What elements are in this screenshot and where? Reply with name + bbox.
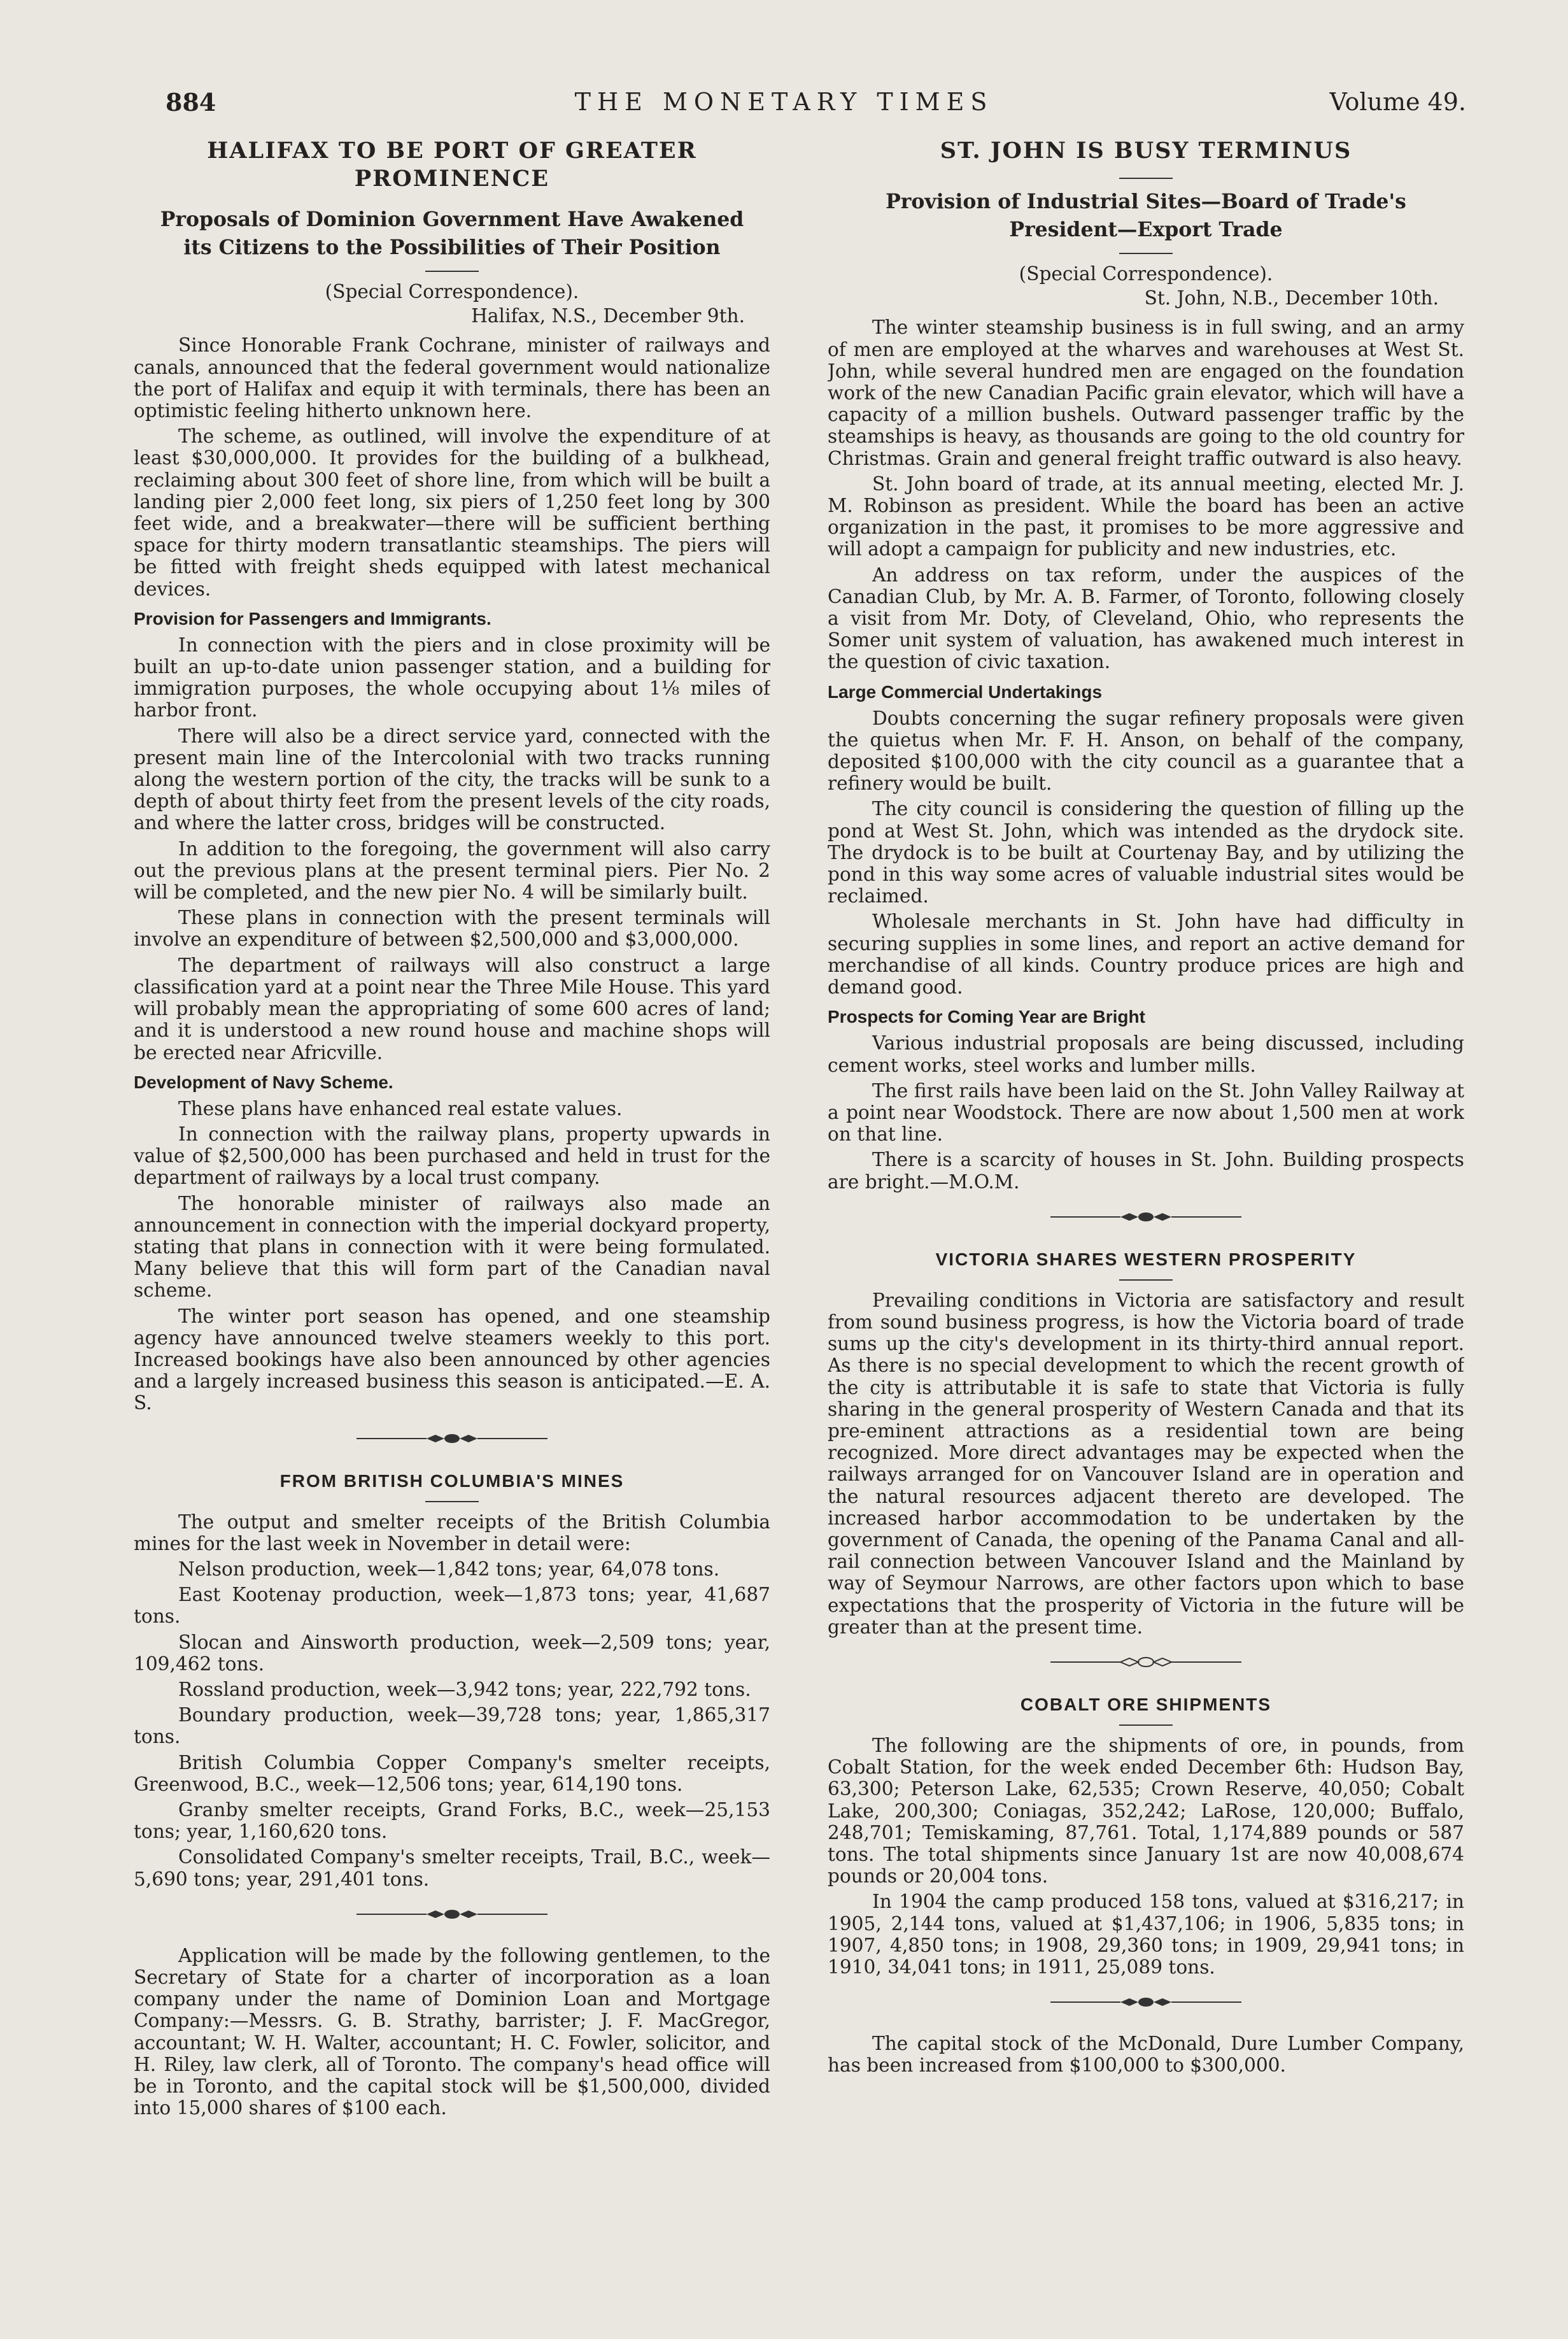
halifax-dateline: Halifax, N.S., December 9th. [471, 305, 745, 327]
halifax-paragraph: In addition to the foregoing, the government will also carry out the previous plans at the present terminal piers. Pier No. 2 will be completed, and the new pier No. 4 will be similarly built. [134, 837, 770, 904]
st-john-deck: Provision of Industrial Sites—Board of Trade's President—Export Trade [886, 190, 1406, 241]
bc-mines-headline: FROM BRITISH COLUMBIA'S MINES [279, 1470, 625, 1491]
bc-mines-article [134, 1469, 770, 1890]
st-john-headline: ST. JOHN IS BUSY TERMINUS [940, 138, 1352, 164]
ornament-divider [357, 1431, 547, 1446]
bc-mines-item: East Kootenay production, week—1,873 tons; year, 41,687 tons. [134, 1584, 770, 1628]
short-rule [1119, 178, 1173, 179]
bc-mines-item: Consolidated Company's smelter receipts, Trail, B.C., week—5,690 tons; year, 291,401 tons. [134, 1846, 770, 1890]
bc-mines-intro: The output and smelter receipts of the British Columbia mines for the last week in November in detail were: [134, 1511, 770, 1554]
volume-label: Volume 49. [1329, 88, 1466, 116]
halifax-paragraph: The honorable minister of railways also made an announcement in connection with the imperial dockyard property, stating that plans in connection with it were being formulated. Many believe that this will form part of the Canadian naval scheme. [134, 1192, 770, 1302]
short-rule [1119, 1279, 1173, 1281]
ornament-divider [1050, 1209, 1241, 1225]
publication-title: THE MONETARY TIMES [574, 88, 994, 116]
ornament-divider [1050, 1994, 1241, 2010]
st-john-paragraph: Various industrial proposals are being discussed, including cement works, steel works and lumber mills. [828, 1032, 1464, 1076]
halifax-paragraph: The winter port season has opened, and one steamship agency have announced twelve steamers weekly to this port. Increased bookings have also been announced by other agencies and a largely increased business this season is anticipated.—E. A. S. [134, 1305, 770, 1414]
bc-mines-item: British Columbia Copper Company's smelter receipts, Greenwood, B.C., week—12,506 tons; year, 614,190 tons. [134, 1751, 770, 1795]
bc-mines-item: Boundary production, week—39,728 tons; year, 1,865,317 tons. [134, 1704, 770, 1748]
halifax-paragraph: The department of railways will also construct a large classification yard at a point near the Three Mile House. This yard will probably mean the appropriating of some 600 acres of land; and it is understood a new round house and machine shops will be erected near Africville. [134, 954, 770, 1063]
cobalt-paragraph: In 1904 the camp produced 158 tons, valued at $316,217; in 1905, 2,144 tons, valued at $1,437,106; in 1906, 5,835 tons; in 1907, 4,850 tons; in 1908, 29,360 tons; in 1909, 29,941 tons; in 1910, 34,041 tons; in 1911, 25,089 tons. [828, 1891, 1464, 1978]
right-column [828, 137, 1464, 2301]
running-head [0, 88, 1568, 126]
st-john-dateline: St. John, N.B., December 10th. [1144, 287, 1439, 309]
loan-company-notice: Application will be made by the following gentlemen, to the Secretary of State for a charter of incorporation as a loan company under the name of Dominion Loan and Mortgage Company:—Messrs. G. B. Strathy, barrister; J. F. MacGregor, accountant; W. H. Walter, accountant; H. C. Fowler, solicitor, and H. Riley, law clerk, all of Toronto. The company's head office will be in Toronto, and the capital stock will be $1,500,000, divided into 15,000 shares of $100 each. [134, 1944, 770, 2119]
cobalt-headline: COBALT ORE SHIPMENTS [1020, 1694, 1272, 1714]
st-john-article [828, 137, 1464, 1193]
halifax-deck: Proposals of Dominion Government Have Awakened its Citizens to the Possibilities of Their Position [160, 208, 744, 259]
halifax-paragraph: Since Honorable Frank Cochrane, minister of railways and canals, announced that the federal government would nationalize the port of Halifax and equip it with terminals, there has been an optimistic feeling hitherto unknown here. [134, 334, 770, 422]
short-rule [425, 271, 479, 272]
bc-mines-item: Granby smelter receipts, Grand Forks, B.C., week—25,153 tons; year, 1,160,620 tons. [134, 1798, 770, 1843]
st-john-paragraph: The city council is considering the question of filling up the pond at West St. John, which was intended as the drydock site. The drydock is to be built at Courtenay Bay, and by utilizing the pond in this way some acres of valuable industrial sites would be reclaimed. [828, 798, 1464, 907]
mcdonald-notice: The capital stock of the McDonald, Dure Lumber Company, has been increased from $100,000 to $300,000. [828, 2033, 1464, 2077]
short-rule [425, 1501, 479, 1502]
victoria-article [828, 1248, 1464, 1638]
halifax-paragraph: In connection with the piers and in close proximity will be built an up-to-date union passenger station, and a building for immigration purposes, the whole occupying about 1⅛ miles of harbor front. [134, 634, 770, 722]
ornament-divider [357, 1907, 547, 1922]
halifax-correspondence: (Special Correspondence). [325, 281, 579, 302]
halifax-headline: HALIFAX TO BE PORT OF GREATER PROMINENCE [207, 138, 697, 192]
left-column [134, 137, 770, 2301]
st-john-paragraph: An address on tax reform, under the auspices of the Canadian Club, by Mr. A. B. Farmer, of Toronto, following closely a visit from Mr. Doty, of Cleveland, Ohio, who represents the Somer unit system of valuation, has awakened much interest in the question of civic taxation. [828, 564, 1464, 673]
bc-mines-item: Rossland production, week—3,942 tons; year, 222,792 tons. [178, 1678, 751, 1700]
victoria-headline: VICTORIA SHARES WESTERN PROSPERITY [935, 1249, 1357, 1269]
halifax-subhead: Provision for Passengers and Immigrants. [134, 608, 491, 629]
halifax-paragraph: There will also be a direct service yard, connected with the present main line of the Intercolonial with two tracks running along the western portion of the city, the tracks will be sunk to a depth of about thirty feet from the present levels of the city roads, and where the latter cross, bridges will be constructed. [134, 725, 770, 834]
st-john-subhead: Prospects for Coming Year are Bright [828, 1007, 1145, 1027]
st-john-paragraph: There is a scarcity of houses in St. John. Building prospects are bright.—M.O.M. [828, 1149, 1464, 1193]
bc-mines-item: Slocan and Ainsworth production, week—2,509 tons; year, 109,462 tons. [134, 1631, 770, 1675]
halifax-paragraph: These plans have enhanced real estate values. [178, 1097, 623, 1120]
cobalt-paragraph: The following are the shipments of ore, in pounds, from Cobalt Station, for the week ended December 6th: Hudson Bay, 63,300; Peterson Lake, 62,535; Crown Reserve, 40,050; Cobalt Lake, 200,300; Coniagas, 352,242; LaRose, 120,000; Buffalo, 248,701; Temiskaming, 87,761. Total, 1,174,889 pounds or 587 tons. The total shipments since January 1st are now 40,008,674 pounds or 20,004 tons. [828, 1734, 1464, 1888]
st-john-paragraph: St. John board of trade, at its annual meeting, elected Mr. J. M. Robinson as president. While the board has been an active organization in the past, it promises to be more aggressive and will adopt a campaign for publicity and new industries, etc. [828, 473, 1464, 560]
halifax-article [134, 137, 770, 1414]
st-john-paragraph: Wholesale merchants in St. John have had difficulty in securing supplies in some lines, and report an active demand for merchandise of all kinds. Country produce prices are high and demand good. [828, 911, 1464, 999]
halifax-paragraph: These plans in connection with the present terminals will involve an expenditure of between $2,500,000 and $3,000,000. [134, 907, 770, 951]
st-john-correspondence: (Special Correspondence). [1019, 263, 1273, 285]
ornament-divider [1050, 1654, 1241, 1670]
halifax-paragraph: The scheme, as outlined, will involve the expenditure of at least $30,000,000. It provides for the building of a bulkhead, reclaiming about 300 feet of shore line, from which will be built a landing pier 2,000 feet long, six piers of 1,250 feet long by 300 feet wide, and a breakwater—there will be sufficient berthing space for thirty modern transatlantic steamships. The piers will be fitted with freight sheds equipped with latest mechanical devices. [134, 425, 770, 600]
st-john-subhead: Large Commercial Undertakings [828, 681, 1103, 702]
cobalt-article [828, 1693, 1464, 1978]
short-rule [1119, 1724, 1173, 1726]
bc-mines-item: Nelson production, week—1,842 tons; year, 64,078 tons. [178, 1558, 720, 1580]
st-john-paragraph: Doubts concerning the sugar refinery proposals were given the quietus when Mr. F. H. Anson, on behalf of the company, deposited $100,000 with the city council as a guarantee that a refinery would be built. [828, 707, 1464, 795]
victoria-paragraph: Prevailing conditions in Victoria are satisfactory and result from sound business progress, is how the Victoria board of trade sums up the city's development in its thirty-third annual report. As there is no special development to which the recent growth of the city is attributable it is safe to state that Victoria is fully sharing in the general prosperity of Western Canada and that its pre-eminent attractions as a residential town are being recognized. More direct advantages may be expected when the railways arranged for on Vancouver Island are in operation and the natural resources adjacent thereto are developed. The increased harbor accommodation to be undertaken by the government of Canada, the opening of the Panama Canal and all-rail connection between Vancouver Island and the Mainland by way of Seymour Narrows, are other factors upon which to base expectations that the prosperity of Victoria in the future will be greater than at the present time. [828, 1289, 1464, 1638]
st-john-paragraph: The winter steamship business is in full swing, and an army of men are employed at the wharves and warehouses at West St. John, while several hundred men are engaged on the foundation work of the new Canadian Pacific grain elevator, which will have a capacity of a million bushels. Outward passenger traffic by the steamships is heavy, as thousands are going to the old country for Christmas. Grain and general freight traffic outward is also heavy. [828, 316, 1464, 469]
halifax-paragraph: In connection with the railway plans, property upwards in value of $2,500,000 has been purchased and held in trust for the department of railways by a local trust company. [134, 1123, 770, 1189]
page-number: 884 [166, 88, 216, 117]
st-john-paragraph: The first rails have been laid on the St. John Valley Railway at a point near Woodstock. There are now about 1,500 men at work on that line. [828, 1079, 1464, 1146]
short-rule [1119, 253, 1173, 254]
halifax-subhead: Development of Navy Scheme. [134, 1072, 393, 1092]
